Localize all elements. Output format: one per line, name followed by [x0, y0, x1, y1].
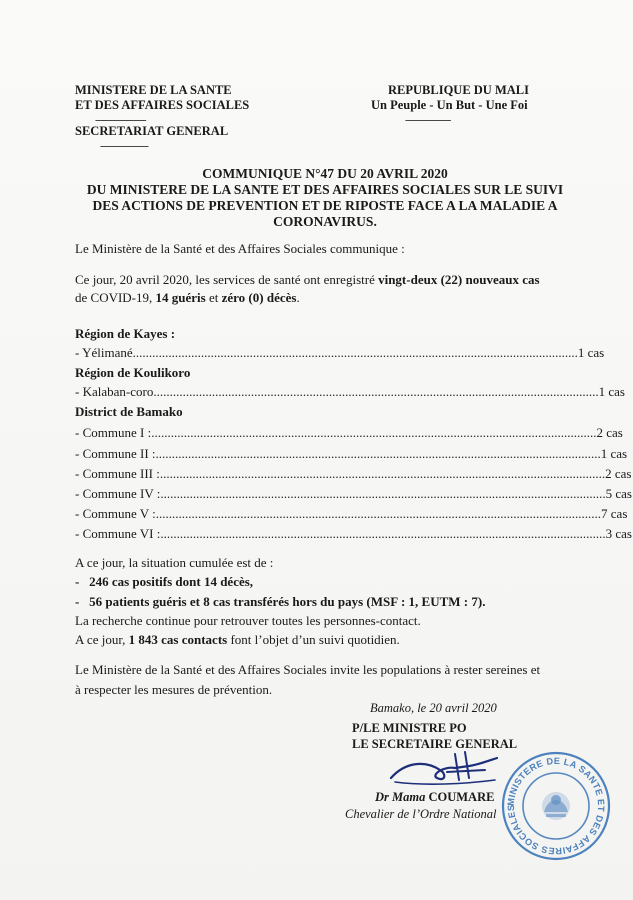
header-left-divider: ------------------- — [95, 114, 146, 126]
handwritten-signature — [385, 748, 505, 790]
cumul-item-2: - 56 patients guéris et 8 cas transférés hors du pays (MSF : 1, EUTM : 7). — [75, 594, 486, 609]
dot-leader: ......................................................................................................................................... — [159, 466, 606, 481]
intro-text: Le Ministère de la Santé et des Affaires Sociales communique : — [75, 241, 405, 256]
signatory-title: Chevalier de l’Ordre National — [345, 807, 497, 821]
summary-text-4: . — [296, 290, 300, 305]
cumul-item-2-text: 56 patients guéris et 8 cas transférés hors du pays (MSF : 1, EUTM : 7). — [89, 594, 486, 609]
row-label: - Yélimané — [75, 345, 133, 360]
row-label: - Commune II : — [75, 446, 156, 461]
region-koulikoro-row — [75, 384, 625, 400]
signatory-surname: COUMARE — [428, 790, 495, 804]
summary-deaths-count: zéro (0) — [221, 290, 264, 305]
research-text: La recherche continue pour retrouver toutes les personnes-contact. — [75, 613, 421, 628]
row-value: 5 cas — [605, 486, 632, 501]
commune-row — [75, 526, 632, 542]
commune-row — [75, 446, 628, 462]
dot-leader: ......................................................................................................................................... — [153, 384, 599, 399]
republic-motto: Un Peuple - Un But - Une Foi — [371, 98, 528, 112]
signatory-role-2: LE SECRETAIRE GENERAL — [352, 737, 518, 751]
summary-text-2: de COVID-19, — [75, 290, 156, 305]
signatory-name — [375, 790, 494, 805]
row-label: - Commune VI : — [75, 526, 161, 541]
row-label: - Commune V : — [75, 506, 156, 521]
communique-title-line1: COMMUNIQUE N°47 DU 20 AVRIL 2020 — [202, 166, 448, 181]
row-value: 1 cas — [600, 446, 628, 461]
row-value: 7 cas — [601, 506, 628, 521]
republic-name: REPUBLIQUE DU MALI — [388, 83, 529, 97]
dot-leader: ......................................................................................................................................... — [155, 506, 602, 521]
commune-row — [75, 466, 632, 482]
contacts-text-2: font l’objet d’un suivi quotidien. — [227, 632, 400, 647]
summary-text-3: et — [205, 290, 222, 305]
row-value: 1 cas — [577, 345, 605, 360]
seal-emblem-icon — [542, 792, 570, 820]
row-label: - Kalaban-coro — [75, 384, 154, 399]
place-date: Bamako, le 20 avril 2020 — [370, 701, 497, 715]
communique-title-line2: DU MINISTERE DE LA SANTE ET DES AFFAIRES SOCIALES SUR LE SUIVI — [86, 182, 564, 197]
summary-new-cases: vingt-deux (22) nouveaux cas — [378, 272, 540, 287]
summary-text-1: Ce jour, 20 avril 2020, les services de santé ont enregistré — [75, 272, 379, 287]
summary-deaths-label: décès — [266, 290, 297, 305]
row-value: 2 cas — [596, 425, 623, 440]
signatory-role-1: P/LE MINISTRE PO — [352, 721, 467, 735]
cumul-item-1-text: 246 cas positifs dont 14 décès, — [89, 574, 254, 589]
commune-row — [75, 506, 628, 522]
summary-line1 — [75, 272, 540, 288]
header-left-divider-2: ------------------ — [100, 140, 148, 152]
communique-title-line3: DES ACTIONS DE PREVENTION ET DE RIPOSTE FACE A LA MALADIE A — [92, 198, 558, 213]
region-kayes-row — [75, 345, 605, 361]
contacts-count: 1 843 cas contacts — [128, 632, 228, 647]
header-right-divider: ----------------- — [405, 114, 451, 126]
dot-leader: ......................................................................................................................................... — [155, 446, 601, 461]
secretariat-general: SECRETARIAT GENERAL — [75, 124, 229, 138]
row-value: 2 cas — [605, 466, 632, 481]
summary-line2 — [75, 290, 300, 306]
dot-leader: ......................................................................................................................................... — [151, 425, 597, 440]
ministry-seal-stamp — [500, 750, 612, 862]
cumul-item-1: - 246 cas positifs dont 14 décès, — [75, 574, 254, 589]
region-koulikoro-title: Région de Koulikoro — [75, 365, 191, 380]
contacts-text-1: A ce jour, — [75, 632, 129, 647]
row-label: - Commune I : — [75, 425, 152, 440]
row-label: - Commune IV : — [75, 486, 161, 501]
row-label: - Commune III : — [75, 466, 160, 481]
district-bamako-title: District de Bamako — [75, 404, 183, 419]
contacts-line — [75, 632, 400, 648]
row-value: 3 cas — [605, 526, 632, 541]
closing-line1: Le Ministère de la Santé et des Affaires Sociales invite les populations à rester sereines et — [75, 662, 541, 677]
seal-text: MINISTERE DE LA SANTE ET DES AFFAIRES SOCIALES — [505, 755, 607, 857]
ministry-name-line2: ET DES AFFAIRES SOCIALES — [75, 98, 250, 112]
ministry-name-line1: MINISTERE DE LA SANTE — [75, 83, 232, 97]
commune-row — [75, 425, 623, 441]
communique-title-line4: CORONAVIRUS. — [273, 214, 377, 229]
dot-leader: ......................................................................................................................................... — [160, 526, 606, 541]
cumul-intro: A ce jour, la situation cumulée est de : — [75, 555, 274, 570]
region-kayes-title: Région de Kayes : — [75, 326, 176, 341]
closing-line2: à respecter les mesures de prévention. — [75, 682, 273, 697]
summary-recovered: 14 guéris — [155, 290, 206, 305]
dot-leader: ......................................................................................................................................... — [160, 486, 606, 501]
row-value: 1 cas — [598, 384, 625, 399]
dot-leader: ......................................................................................................................................... — [132, 345, 578, 360]
commune-row — [75, 486, 632, 502]
signatory-prefix: Dr Mama — [375, 790, 429, 804]
